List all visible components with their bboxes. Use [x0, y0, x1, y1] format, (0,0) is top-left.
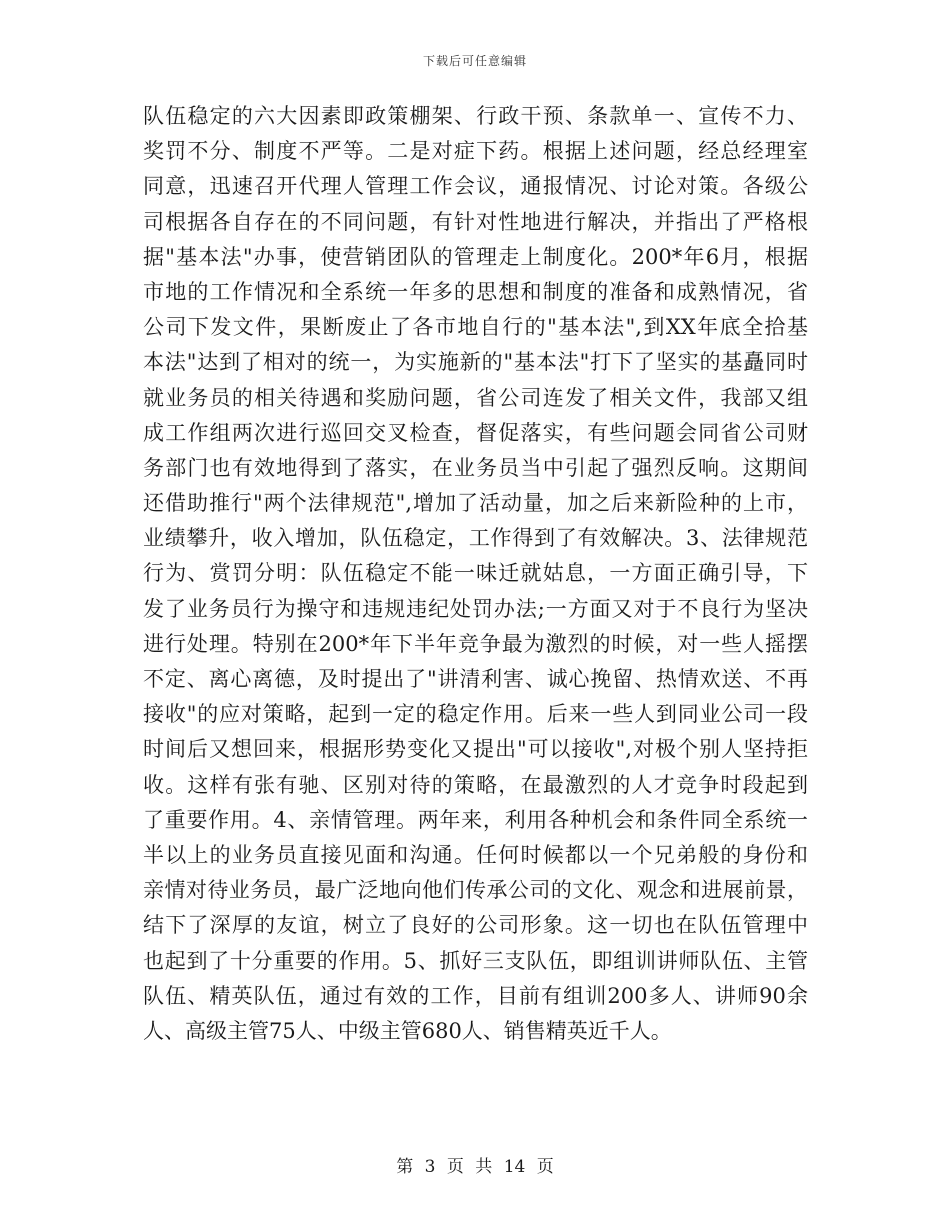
text-line: 也起到了十分重要的作用。5、抓好三支队伍，即组训讲师队伍、主管	[143, 948, 808, 973]
text-line: 亲情对待业务员，最广泛地向他们传承公司的文化、观念和进展前景，	[143, 878, 808, 903]
text-line: 半以上的业务员直接见面和沟通。任何时候都以一个兄弟般的身份和	[143, 842, 808, 867]
text-line: 接收"的应对策略，起到一定的稳定作用。后来一些人到同业公司一段	[143, 702, 808, 727]
text-line: 时间后又想回来，根据形势变化又提出"可以接收",对极个别人坚持拒	[143, 737, 808, 762]
text-line: 市地的工作情况和全系统一年多的思想和制度的准备和成熟情况，省	[143, 279, 808, 304]
text-line: 公司下发文件，果断废止了各市地自行的"基本法",到XX年底全拾基	[143, 315, 808, 340]
text-line: 发了业务员行为操守和违规违纪处罚办法;一方面又对于不良行为坚决	[143, 596, 808, 621]
text-line: 本法"达到了相对的统一，为实施新的"基本法"打下了坚实的基矗同时	[143, 350, 808, 375]
document-body	[143, 100, 808, 1050]
text-line: 务部门也有效地得到了落实，在业务员当中引起了强烈反响。这期间	[143, 455, 808, 480]
page-number-footer: 第 3 页 共 14 页	[396, 1157, 554, 1177]
text-line: 奖罚不分、制度不严等。二是对症下药。根据上述问题，经总经理室	[143, 139, 808, 164]
text-line: 就业务员的相关待遇和奖励问题，省公司连发了相关文件，我部又组	[143, 385, 808, 410]
page-header: 下载后可任意编辑	[422, 54, 527, 68]
text-line: 据"基本法"办事，使营销团队的管理走上制度化。200*年6月，根据	[143, 244, 808, 269]
text-line: 结下了深厚的友谊，树立了良好的公司形象。这一切也在队伍管理中	[143, 913, 808, 938]
text-line: 进行处理。特别在200*年下半年竞争最为激烈的时候，对一些人摇摆	[143, 631, 808, 656]
text-line: 人、高级主管75人、中级主管680人、销售精英近千人。	[143, 1018, 672, 1043]
text-line: 业绩攀升，收入增加，队伍稳定，工作得到了有效解决。3、法律规范	[143, 526, 808, 551]
text-line: 收。这样有张有驰、区别对待的策略，在最激烈的人才竞争时段起到	[143, 772, 808, 797]
text-line: 不定、离心离德，及时提出了"讲清利害、诚心挽留、热情欢送、不再	[143, 667, 808, 691]
text-line: 行为、赏罚分明：队伍稳定不能一味迁就姑息，一方面正确引导，下	[143, 561, 808, 586]
text-line: 同意，迅速召开代理人管理工作会议，通报情况、讨论对策。各级公	[143, 174, 808, 199]
text-line: 队伍、精英队伍，通过有效的工作，目前有组训200多人、讲师90余	[143, 983, 808, 1008]
text-line: 司根据各自存在的不同问题，有针对性地进行解决，并指出了严格根	[143, 209, 808, 234]
text-line: 成工作组两次进行巡回交叉检查，督促落实，有些问题会同省公司财	[143, 420, 808, 445]
text-line: 还借助推行"两个法律规范",增加了活动量，加之后来新险种的上市，	[143, 491, 808, 516]
text-line: 队伍稳定的六大因素即政策棚架、行政干预、条款单一、宣传不力、	[143, 104, 808, 128]
text-line: 了重要作用。4、亲情管理。两年来，利用各种机会和条件同全系统一	[143, 807, 808, 832]
